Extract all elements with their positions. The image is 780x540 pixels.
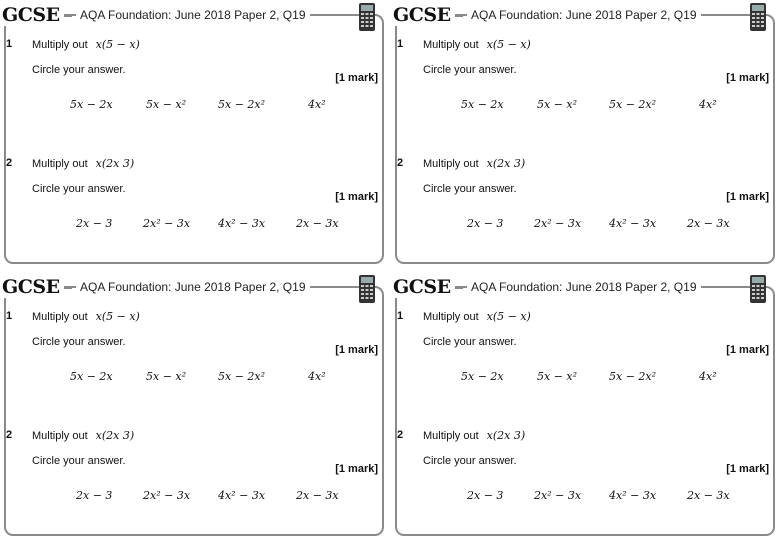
gcse-logo: GCSE (393, 4, 455, 26)
prompt-expression: x(5 − x) (95, 38, 140, 51)
answer-option[interactable]: 2x − 3 (467, 217, 504, 230)
answer-option[interactable]: 5x − 2x² (218, 370, 266, 383)
calculator-icon (749, 274, 767, 304)
answer-options (391, 217, 777, 233)
paper-title: AQA Foundation: June 2018 Paper 2, Q19 (76, 279, 310, 295)
question-number: 1 (6, 310, 13, 322)
calculator-icon (358, 2, 376, 32)
answer-option[interactable]: 5x − 2x (461, 98, 504, 111)
prompt-text: Multiply out (423, 311, 479, 323)
question-prompt (423, 429, 525, 442)
calculator-icon (358, 274, 376, 304)
mark-allocation: [1 mark] (726, 191, 769, 203)
instruction-text: Circle your answer. (32, 64, 126, 76)
prompt-expression: x(5 − x) (486, 310, 531, 323)
card-header (0, 274, 386, 300)
instruction-text: Circle your answer. (32, 336, 126, 348)
card-header (391, 274, 777, 300)
card-header (391, 2, 777, 28)
answer-option[interactable]: 5x − 2x² (609, 98, 657, 111)
answer-option[interactable]: 5x − 2x² (609, 370, 657, 383)
answer-options (391, 489, 777, 505)
mark-allocation: [1 mark] (726, 344, 769, 356)
mark-allocation: [1 mark] (335, 463, 378, 475)
mark-allocation: [1 mark] (726, 463, 769, 475)
question-prompt (32, 157, 134, 170)
answer-option[interactable]: 4x² (308, 370, 326, 383)
instruction-text: Circle your answer. (423, 64, 517, 76)
answer-option[interactable]: 2x² − 3x (534, 217, 582, 230)
mark-allocation: [1 mark] (335, 344, 378, 356)
answer-option[interactable]: 5x − x² (146, 98, 187, 111)
answer-option[interactable]: 2x − 3 (76, 489, 113, 502)
instruction-text: Circle your answer. (423, 183, 517, 195)
question-prompt (32, 310, 140, 323)
gcse-logo: GCSE (393, 276, 455, 298)
answer-options (0, 370, 386, 386)
question-number: 2 (397, 157, 404, 169)
prompt-expression: x(2x 3) (95, 429, 135, 442)
answer-option[interactable]: 2x − 3x (687, 489, 730, 502)
worksheet-card (0, 272, 386, 540)
answer-option[interactable]: 2x² − 3x (143, 217, 191, 230)
prompt-expression: x(2x 3) (486, 429, 526, 442)
answer-option[interactable]: 2x − 3 (467, 489, 504, 502)
worksheet-card (391, 272, 777, 540)
answer-option[interactable]: 5x − 2x (461, 370, 504, 383)
question-number: 1 (6, 38, 13, 50)
answer-option[interactable]: 2x − 3x (296, 217, 339, 230)
answer-option[interactable]: 5x − 2x (70, 370, 113, 383)
prompt-text: Multiply out (423, 430, 479, 442)
prompt-expression: x(5 − x) (486, 38, 531, 51)
answer-option[interactable]: 2x − 3x (687, 217, 730, 230)
prompt-text: Multiply out (32, 158, 88, 170)
answer-option[interactable]: 4x² (308, 98, 326, 111)
question-prompt (423, 157, 525, 170)
answer-option[interactable]: 2x − 3x (296, 489, 339, 502)
prompt-expression: x(2x 3) (486, 157, 526, 170)
answer-option[interactable]: 4x² (699, 370, 717, 383)
instruction-text: Circle your answer. (423, 455, 517, 467)
paper-title: AQA Foundation: June 2018 Paper 2, Q19 (467, 279, 701, 295)
answer-option[interactable]: 5x − x² (537, 370, 578, 383)
prompt-expression: x(2x 3) (95, 157, 135, 170)
answer-option[interactable]: 4x² − 3x (218, 489, 266, 502)
answer-options (391, 98, 777, 114)
question-number: 2 (6, 157, 13, 169)
paper-title: AQA Foundation: June 2018 Paper 2, Q19 (76, 7, 310, 23)
mark-allocation: [1 mark] (335, 72, 378, 84)
question-prompt (423, 38, 531, 51)
answer-option[interactable]: 5x − x² (537, 98, 578, 111)
calculator-icon (749, 2, 767, 32)
question-prompt (423, 310, 531, 323)
prompt-text: Multiply out (423, 39, 479, 51)
card-header (0, 2, 386, 28)
answer-option[interactable]: 4x² − 3x (218, 217, 266, 230)
gcse-logo: GCSE (2, 276, 64, 298)
prompt-text: Multiply out (32, 39, 88, 51)
instruction-text: Circle your answer. (32, 455, 126, 467)
gcse-logo: GCSE (2, 4, 64, 26)
worksheet-card (391, 0, 777, 268)
answer-option[interactable]: 2x² − 3x (143, 489, 191, 502)
question-number: 2 (6, 429, 13, 441)
prompt-text: Multiply out (32, 311, 88, 323)
answer-option[interactable]: 2x − 3 (76, 217, 113, 230)
answer-options (0, 217, 386, 233)
answer-option[interactable]: 5x − x² (146, 370, 187, 383)
instruction-text: Circle your answer. (423, 336, 517, 348)
answer-option[interactable]: 4x² − 3x (609, 217, 657, 230)
answer-option[interactable]: 5x − 2x² (218, 98, 266, 111)
question-prompt (32, 429, 134, 442)
answer-option[interactable]: 4x² (699, 98, 717, 111)
instruction-text: Circle your answer. (32, 183, 126, 195)
answer-option[interactable]: 4x² − 3x (609, 489, 657, 502)
question-prompt (32, 38, 140, 51)
question-number: 2 (397, 429, 404, 441)
answer-option[interactable]: 5x − 2x (70, 98, 113, 111)
prompt-text: Multiply out (423, 158, 479, 170)
paper-title: AQA Foundation: June 2018 Paper 2, Q19 (467, 7, 701, 23)
answer-option[interactable]: 2x² − 3x (534, 489, 582, 502)
answer-options (0, 489, 386, 505)
question-number: 1 (397, 310, 404, 322)
mark-allocation: [1 mark] (335, 191, 378, 203)
question-number: 1 (397, 38, 404, 50)
worksheet-card (0, 0, 386, 268)
prompt-text: Multiply out (32, 430, 88, 442)
answer-options (391, 370, 777, 386)
prompt-expression: x(5 − x) (95, 310, 140, 323)
mark-allocation: [1 mark] (726, 72, 769, 84)
answer-options (0, 98, 386, 114)
